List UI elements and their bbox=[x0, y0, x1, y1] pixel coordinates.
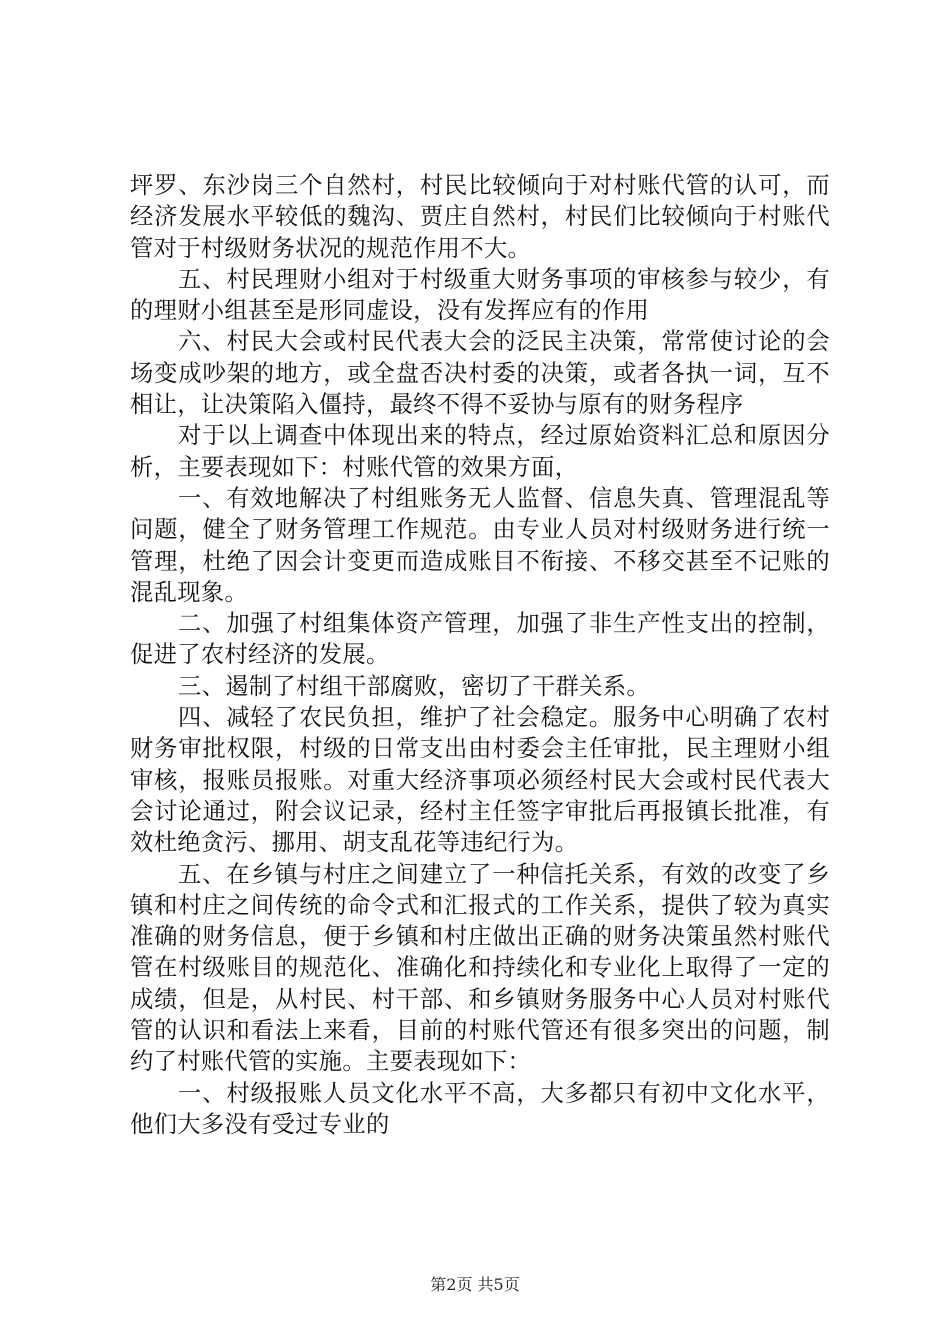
paragraph-6: 二、加强了村组集体资产管理，加强了非生产性支出的控制，促进了农村经济的发展。 bbox=[130, 610, 830, 669]
paragraph-1: 坪罗、东沙岗三个自然村，村民比较倾向于对村账代管的认可，而经济发展水平较低的魏沟、贾庄自然村，村民们比较倾向于村账代管对于村级财务状况的规范作用不大。 bbox=[130, 172, 830, 262]
paragraph-7: 三、遏制了村组干部腐败，密切了干群关系。 bbox=[178, 672, 650, 700]
page-number-footer: 第2页 共5页 bbox=[430, 1275, 520, 1294]
paragraph-5: 一、有效地解决了村组账务无人监督、信息失真、管理混乱等问题，健全了财务管理工作规范。由专业人员对村级财务进行统一管理，杜绝了因会计变更而造成账目不衔接、不移交甚至不记账的混乱现象。 bbox=[130, 484, 830, 606]
document-body bbox=[130, 170, 830, 1140]
paragraph-4: 对于以上调查中体现出来的特点，经过原始资料汇总和原因分析，主要表现如下：村账代管的效果方面， bbox=[130, 422, 830, 481]
paragraph-2: 五、村民理财小组对于村级重大财务事项的审核参与较少，有的理财小组甚至是形同虚设，没有发挥应有的作用 bbox=[130, 265, 830, 325]
paragraph-8: 四、减轻了农民负担，维护了社会稳定。服务中心明确了农村财务审批权限，村级的日常支出由村委会主任审批，民主理财小组审核，报账员报账。对重大经济事项必须经村民大会或村民代表大会讨论通过，附会议记录，经村主任签字审批后再报镇长批准，有效杜绝贪污、挪用、胡支乱花等违纪行为。 bbox=[130, 704, 830, 857]
paragraph-3: 六、村民大会或村民代表大会的泛民主决策，常常使讨论的会场变成吵架的地方，或全盘否决村委的决策，或者各执一词，互不相让，让决策陷入僵持，最终不得不妥协与原有的财务程序 bbox=[130, 328, 830, 419]
paragraph-10: 一、村级报账人员文化水平不高，大多都只有初中文化水平，他们大多没有受过专业的 bbox=[130, 1079, 830, 1138]
paragraph-9: 五、在乡镇与村庄之间建立了一种信托关系，有效的改变了乡镇和村庄之间传统的命令式和汇报式的工作关系，提供了较为真实准确的财务信息，便于乡镇和村庄做出正确的财务决策虽然村账代管在村级账目的规范化、准确化和持续化和专业化上取得了一定的成绩，但是，从村民、村干部、和乡镇财务服务中心人员对村账代管的认识和看法上来看，目前的村账代管还有很多突出的问题，制约了村账代管的实施。主要表现如下： bbox=[130, 860, 830, 1076]
